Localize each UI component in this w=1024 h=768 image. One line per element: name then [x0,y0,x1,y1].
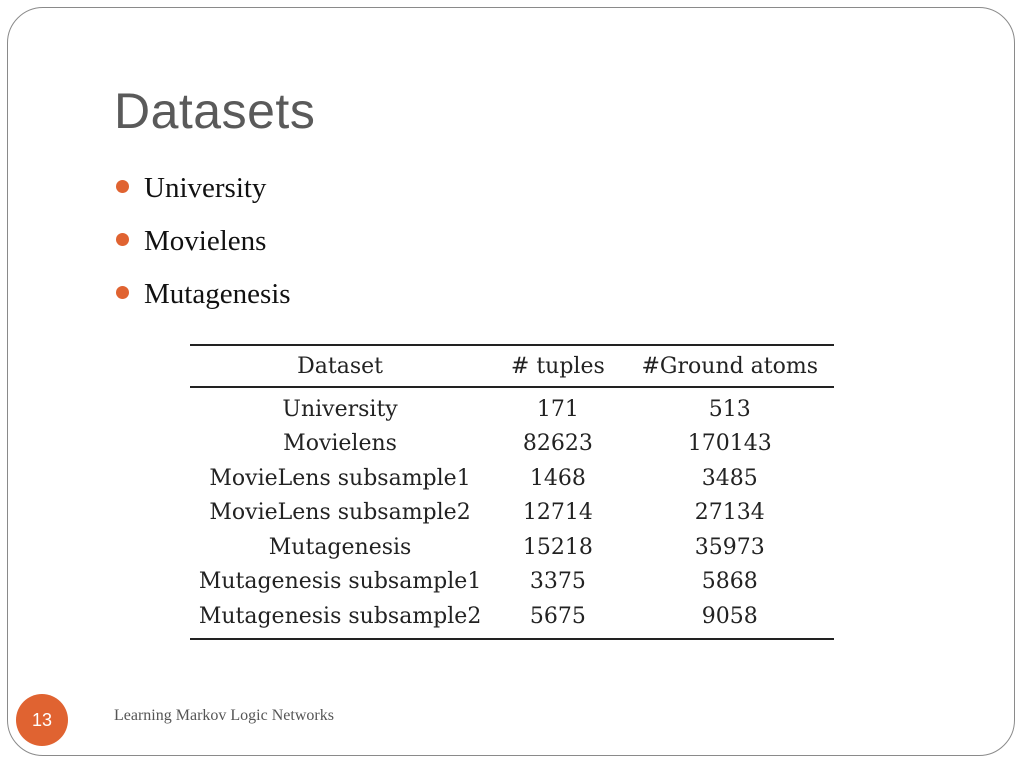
cell-tuples: 12714 [522,500,593,526]
cell-dataset: MovieLens subsample2 [209,500,471,526]
bullet-dot-icon [116,180,129,193]
cell-ground-atoms: 27134 [694,500,765,526]
table-row [190,427,834,462]
cell-ground-atoms: 513 [708,396,751,422]
bullet-text: Mutagenesis [144,278,291,310]
cell-tuples: 3375 [529,569,586,595]
table-header-row [190,345,834,387]
page-number-badge: 13 [16,694,68,746]
cell-ground-atoms: 9058 [701,603,758,629]
cell-dataset: Mutagenesis [268,534,412,560]
cell-dataset: MovieLens subsample1 [209,465,471,491]
table-row [190,387,834,427]
footer-text: Learning Markov Logic Networks [114,707,334,724]
table-row [190,599,834,639]
cell-dataset: University [282,396,398,422]
bullet-text: Movielens [144,225,267,257]
table-row [190,461,834,496]
cell-ground-atoms: 35973 [694,534,765,560]
slide-title: Datasets [114,83,316,139]
cell-tuples: 82623 [522,431,593,457]
table-row [190,496,834,531]
cell-tuples: 171 [536,396,579,422]
bullet-list [114,170,291,329]
cell-ground-atoms: 170143 [687,431,772,457]
cell-tuples: 1468 [529,465,586,491]
bullet-item [114,276,291,329]
datasets-table [190,344,834,640]
cell-tuples: 15218 [522,534,593,560]
column-header-tuples: # tuples [510,353,605,379]
cell-tuples: 5675 [529,603,586,629]
bullet-item [114,223,291,276]
bullet-dot-icon [116,233,129,246]
cell-dataset: Mutagenesis subsample1 [198,569,482,595]
bullet-dot-icon [116,286,129,299]
table-row [190,530,834,565]
column-header-ground-atoms: #Ground atoms [641,353,819,379]
table-row [190,565,834,600]
bullet-text: University [144,172,267,204]
cell-dataset: Movielens [283,431,397,457]
cell-ground-atoms: 5868 [701,569,758,595]
bullet-item [114,170,291,223]
cell-ground-atoms: 3485 [701,465,758,491]
cell-dataset: Mutagenesis subsample2 [198,603,482,629]
column-header-dataset: Dataset [297,353,383,379]
